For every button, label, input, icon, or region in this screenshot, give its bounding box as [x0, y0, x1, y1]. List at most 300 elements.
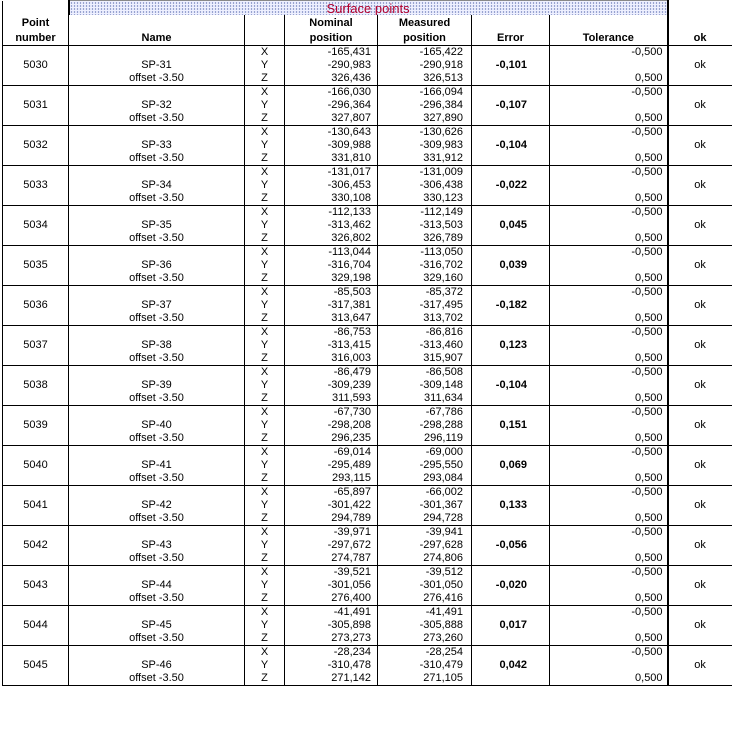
point-number-cell — [3, 366, 69, 380]
ok-cell — [668, 86, 732, 100]
nominal-position-cell: 296,235 — [285, 432, 378, 446]
name-cell: SP-44 — [141, 579, 172, 591]
table-row — [3, 619, 732, 632]
name-cell — [69, 326, 245, 340]
nominal-position-cell: -309,239 — [285, 379, 378, 392]
table-row — [3, 232, 732, 246]
header-name: Name — [69, 30, 245, 46]
table-row — [3, 526, 732, 540]
name-cell: SP-45 — [141, 619, 172, 631]
ok-cell: ok — [668, 179, 732, 192]
axis-cell: X — [245, 286, 285, 300]
tolerance-cell — [550, 259, 668, 272]
axis-cell: Z — [245, 352, 285, 366]
tolerance-cell: 0,500 — [550, 592, 668, 606]
axis-cell: X — [245, 446, 285, 460]
error-cell — [472, 112, 550, 126]
tolerance-cell: 0,500 — [550, 552, 668, 566]
nominal-position-cell: 326,436 — [285, 72, 378, 86]
tolerance-cell — [550, 299, 668, 312]
error-cell — [472, 592, 550, 606]
nominal-position-cell: 294,789 — [285, 512, 378, 526]
tolerance-cell: 0,500 — [550, 352, 668, 366]
error-cell — [472, 446, 550, 460]
measured-position-cell: 327,890 — [378, 112, 472, 126]
ok-cell: ok — [668, 619, 732, 632]
point-number-cell: 5043 — [3, 579, 69, 592]
measured-position-cell: -112,149 — [378, 206, 472, 220]
ok-cell: ok — [668, 659, 732, 672]
header-measured-line2: position — [378, 30, 472, 46]
table-row — [3, 406, 732, 420]
axis-cell: X — [245, 526, 285, 540]
table-row — [3, 206, 732, 220]
offset-cell: offset -3.50 — [69, 272, 245, 286]
offset-cell: offset -3.50 — [69, 432, 245, 446]
error-cell — [472, 646, 550, 660]
offset-cell: offset -3.50 — [69, 512, 245, 526]
error-cell — [472, 192, 550, 206]
point-number-cell — [3, 352, 69, 366]
axis-cell: X — [245, 86, 285, 100]
measured-position-cell: -69,000 — [378, 446, 472, 460]
nominal-position-cell: -67,730 — [285, 406, 378, 420]
point-number-cell — [3, 392, 69, 406]
error-cell: 0,133 — [499, 499, 527, 511]
axis-cell: Z — [245, 152, 285, 166]
measured-position-cell: -113,050 — [378, 246, 472, 260]
axis-cell: Y — [245, 59, 285, 72]
error-cell — [472, 286, 550, 300]
table-row — [3, 286, 732, 300]
measured-position-cell: -310,479 — [378, 659, 472, 672]
nominal-position-cell: -39,971 — [285, 526, 378, 540]
name-cell: SP-31 — [141, 59, 172, 71]
point-number-cell: 5040 — [3, 459, 69, 472]
measured-position-cell: 273,260 — [378, 632, 472, 646]
name-cell — [69, 86, 245, 100]
measured-position-cell: 271,105 — [378, 672, 472, 686]
axis-cell: Z — [245, 472, 285, 486]
point-number-cell: 5033 — [3, 179, 69, 192]
axis-cell: Y — [245, 459, 285, 472]
nominal-position-cell: -301,056 — [285, 579, 378, 592]
table-row — [3, 472, 732, 486]
table-row — [3, 499, 732, 512]
ok-cell: ok — [668, 579, 732, 592]
measured-position-cell: -298,288 — [378, 419, 472, 432]
name-cell — [69, 286, 245, 300]
axis-cell: Y — [245, 379, 285, 392]
measured-position-cell: 329,160 — [378, 272, 472, 286]
tolerance-cell: -0,500 — [550, 366, 668, 380]
nominal-position-cell: -41,491 — [285, 606, 378, 620]
offset-cell: offset -3.50 — [69, 72, 245, 86]
nominal-position-cell: -86,753 — [285, 326, 378, 340]
nominal-position-cell: -130,643 — [285, 126, 378, 140]
ok-cell — [668, 512, 732, 526]
error-cell — [472, 486, 550, 500]
name-cell — [69, 606, 245, 620]
ok-cell: ok — [668, 259, 732, 272]
table-row — [3, 539, 732, 552]
tolerance-cell — [550, 579, 668, 592]
error-cell — [472, 472, 550, 486]
measured-position-cell: -131,009 — [378, 166, 472, 180]
axis-cell: Y — [245, 139, 285, 152]
ok-cell — [668, 46, 732, 60]
nominal-position-cell: -305,898 — [285, 619, 378, 632]
ok-cell — [668, 246, 732, 260]
table-row — [3, 166, 732, 180]
axis-cell: Z — [245, 392, 285, 406]
name-cell: SP-46 — [141, 659, 172, 671]
table-row — [3, 72, 732, 86]
nominal-position-cell: 313,647 — [285, 312, 378, 326]
tolerance-cell — [550, 659, 668, 672]
name-cell: SP-42 — [141, 499, 172, 511]
ok-cell — [668, 632, 732, 646]
point-number-cell: 5044 — [3, 619, 69, 632]
error-cell: 0,069 — [499, 459, 527, 471]
ok-cell: ok — [668, 419, 732, 432]
table-row — [3, 379, 732, 392]
offset-cell: offset -3.50 — [69, 352, 245, 366]
table-row — [3, 312, 732, 326]
axis-cell: Y — [245, 539, 285, 552]
name-cell: SP-36 — [141, 259, 172, 271]
offset-cell: offset -3.50 — [69, 632, 245, 646]
tolerance-cell: -0,500 — [550, 606, 668, 620]
point-number-cell — [3, 646, 69, 660]
nominal-position-cell: 293,115 — [285, 472, 378, 486]
axis-cell: X — [245, 366, 285, 380]
error-cell — [472, 526, 550, 540]
ok-cell: ok — [668, 139, 732, 152]
tolerance-cell: -0,500 — [550, 246, 668, 260]
measured-position-cell: -301,050 — [378, 579, 472, 592]
tolerance-cell: 0,500 — [550, 72, 668, 86]
ok-cell: ok — [668, 99, 732, 112]
measured-position-cell: -317,495 — [378, 299, 472, 312]
ok-cell — [668, 312, 732, 326]
table-row — [3, 592, 732, 606]
error-cell — [472, 406, 550, 420]
table-row — [3, 446, 732, 460]
nominal-position-cell: 276,400 — [285, 592, 378, 606]
ok-cell: ok — [668, 299, 732, 312]
table-row — [3, 59, 732, 72]
nominal-position-cell: -295,489 — [285, 459, 378, 472]
name-cell — [69, 486, 245, 500]
point-number-cell: 5041 — [3, 499, 69, 512]
header-point-number-line1: Point — [3, 15, 69, 30]
title-spacer-left — [3, 1, 69, 16]
error-cell — [472, 432, 550, 446]
tolerance-cell: 0,500 — [550, 232, 668, 246]
table-row — [3, 179, 732, 192]
tolerance-cell: -0,500 — [550, 166, 668, 180]
tolerance-cell: -0,500 — [550, 646, 668, 660]
nominal-position-cell: -296,364 — [285, 99, 378, 112]
nominal-position-cell: -65,897 — [285, 486, 378, 500]
measured-position-cell: -290,918 — [378, 59, 472, 72]
tolerance-cell: -0,500 — [550, 326, 668, 340]
error-cell: -0,104 — [495, 139, 527, 151]
measured-position-cell: 276,416 — [378, 592, 472, 606]
ok-cell — [668, 552, 732, 566]
header-ok: ok — [668, 30, 732, 46]
measured-position-cell: -295,550 — [378, 459, 472, 472]
nominal-position-cell: -313,415 — [285, 339, 378, 352]
table-row — [3, 672, 732, 686]
table-row — [3, 299, 732, 312]
name-cell: SP-37 — [141, 299, 172, 311]
point-number-cell — [3, 592, 69, 606]
table-row — [3, 659, 732, 672]
name-cell — [69, 366, 245, 380]
nominal-position-cell: 311,593 — [285, 392, 378, 406]
point-number-cell: 5036 — [3, 299, 69, 312]
header-point-number-line2: number — [3, 30, 69, 46]
nominal-position-cell: -113,044 — [285, 246, 378, 260]
axis-cell: Z — [245, 312, 285, 326]
tolerance-cell: -0,500 — [550, 86, 668, 100]
point-number-cell — [3, 272, 69, 286]
name-cell — [69, 646, 245, 660]
ok-cell: ok — [668, 499, 732, 512]
axis-cell: Y — [245, 659, 285, 672]
point-number-cell — [3, 246, 69, 260]
table-row — [3, 112, 732, 126]
tolerance-cell: 0,500 — [550, 312, 668, 326]
axis-cell: Y — [245, 259, 285, 272]
table-row — [3, 579, 732, 592]
error-cell — [472, 392, 550, 406]
tolerance-cell: -0,500 — [550, 566, 668, 580]
point-number-cell — [3, 112, 69, 126]
measured-position-cell: -39,512 — [378, 566, 472, 580]
tolerance-cell: -0,500 — [550, 126, 668, 140]
error-cell — [472, 352, 550, 366]
error-cell: -0,107 — [495, 99, 527, 111]
name-cell — [69, 206, 245, 220]
measured-position-cell: 311,634 — [378, 392, 472, 406]
tolerance-cell — [550, 379, 668, 392]
error-cell — [472, 672, 550, 686]
header-axis — [245, 30, 285, 46]
nominal-position-cell: -297,672 — [285, 539, 378, 552]
axis-cell: Y — [245, 219, 285, 232]
error-cell — [472, 552, 550, 566]
name-cell: SP-40 — [141, 419, 172, 431]
measured-position-cell: 331,912 — [378, 152, 472, 166]
ok-cell: ok — [668, 539, 732, 552]
point-number-cell — [3, 72, 69, 86]
nominal-position-cell: -86,479 — [285, 366, 378, 380]
name-cell: SP-33 — [141, 139, 172, 151]
axis-cell: X — [245, 486, 285, 500]
tolerance-cell: -0,500 — [550, 526, 668, 540]
tolerance-cell — [550, 459, 668, 472]
offset-cell: offset -3.50 — [69, 392, 245, 406]
error-cell — [472, 152, 550, 166]
point-number-cell — [3, 406, 69, 420]
ok-cell — [668, 566, 732, 580]
table-row — [3, 86, 732, 100]
nominal-position-cell: 273,273 — [285, 632, 378, 646]
ok-cell: ok — [668, 459, 732, 472]
ok-cell — [668, 472, 732, 486]
measured-position-cell: -166,094 — [378, 86, 472, 100]
measured-position-cell: -306,438 — [378, 179, 472, 192]
ok-cell — [668, 72, 732, 86]
axis-cell: Y — [245, 619, 285, 632]
measured-position-cell: 326,513 — [378, 72, 472, 86]
ok-cell — [668, 606, 732, 620]
nominal-position-cell: -112,133 — [285, 206, 378, 220]
measured-position-cell: 274,806 — [378, 552, 472, 566]
tolerance-cell — [550, 179, 668, 192]
table-row — [3, 646, 732, 660]
ok-cell — [668, 206, 732, 220]
tolerance-cell — [550, 139, 668, 152]
axis-cell: Y — [245, 579, 285, 592]
surface-points-table — [2, 0, 732, 686]
point-number-cell: 5031 — [3, 99, 69, 112]
axis-cell: Y — [245, 339, 285, 352]
ok-cell — [668, 286, 732, 300]
table-row — [3, 219, 732, 232]
measured-position-cell: 313,702 — [378, 312, 472, 326]
measured-position-cell: 296,119 — [378, 432, 472, 446]
tolerance-cell — [550, 339, 668, 352]
measured-position-cell: -41,491 — [378, 606, 472, 620]
ok-cell — [668, 526, 732, 540]
point-number-cell — [3, 232, 69, 246]
name-cell: SP-41 — [141, 459, 172, 471]
point-number-cell — [3, 86, 69, 100]
nominal-position-cell: 326,802 — [285, 232, 378, 246]
offset-cell: offset -3.50 — [69, 472, 245, 486]
offset-cell: offset -3.50 — [69, 192, 245, 206]
tolerance-cell — [550, 219, 668, 232]
measured-position-cell: -309,148 — [378, 379, 472, 392]
ok-cell — [668, 152, 732, 166]
point-number-cell — [3, 192, 69, 206]
nominal-position-cell: -131,017 — [285, 166, 378, 180]
error-cell — [472, 166, 550, 180]
error-cell — [472, 206, 550, 220]
table-row — [3, 272, 732, 286]
name-cell — [69, 446, 245, 460]
measured-position-cell: -86,508 — [378, 366, 472, 380]
point-number-cell — [3, 526, 69, 540]
error-cell: 0,042 — [499, 659, 527, 671]
measured-position-cell: -296,384 — [378, 99, 472, 112]
axis-cell: X — [245, 566, 285, 580]
axis-cell: X — [245, 46, 285, 60]
tolerance-cell — [550, 59, 668, 72]
tolerance-cell: 0,500 — [550, 272, 668, 286]
ok-cell — [668, 592, 732, 606]
ok-cell: ok — [668, 339, 732, 352]
error-cell: -0,056 — [495, 539, 527, 551]
error-cell: -0,182 — [495, 299, 527, 311]
error-cell — [472, 632, 550, 646]
error-cell: 0,123 — [499, 339, 527, 351]
error-cell — [472, 232, 550, 246]
axis-cell: Z — [245, 272, 285, 286]
measured-position-cell: -297,628 — [378, 539, 472, 552]
tolerance-cell — [550, 619, 668, 632]
error-cell: -0,104 — [495, 379, 527, 391]
header-tolerance: Tolerance — [550, 30, 668, 46]
axis-cell: X — [245, 246, 285, 260]
measured-position-cell: 315,907 — [378, 352, 472, 366]
table-row — [3, 139, 732, 152]
point-number-cell — [3, 286, 69, 300]
ok-cell — [668, 126, 732, 140]
error-cell — [472, 46, 550, 60]
measured-position-cell: 294,728 — [378, 512, 472, 526]
ok-cell — [668, 446, 732, 460]
ok-cell — [668, 232, 732, 246]
measured-position-cell: -66,002 — [378, 486, 472, 500]
axis-cell: Y — [245, 499, 285, 512]
nominal-position-cell: 316,003 — [285, 352, 378, 366]
name-cell — [69, 526, 245, 540]
nominal-position-cell: -165,431 — [285, 46, 378, 60]
axis-cell: Y — [245, 299, 285, 312]
name-cell: SP-38 — [141, 339, 172, 351]
name-cell: SP-34 — [141, 179, 172, 191]
ok-cell — [668, 486, 732, 500]
nominal-position-cell: -298,208 — [285, 419, 378, 432]
ok-cell — [668, 672, 732, 686]
header-axis-spacer — [245, 15, 285, 30]
nominal-position-cell: -28,234 — [285, 646, 378, 660]
table-row — [3, 459, 732, 472]
point-number-cell — [3, 606, 69, 620]
table-row — [3, 46, 732, 60]
error-cell: -0,101 — [495, 59, 527, 71]
offset-cell: offset -3.50 — [69, 552, 245, 566]
offset-cell: offset -3.50 — [69, 112, 245, 126]
ok-cell: ok — [668, 219, 732, 232]
header-nominal-line1: Nominal — [285, 15, 378, 30]
axis-cell: Y — [245, 419, 285, 432]
point-number-cell — [3, 206, 69, 220]
point-number-cell — [3, 432, 69, 446]
axis-cell: Z — [245, 512, 285, 526]
nominal-position-cell: -313,462 — [285, 219, 378, 232]
name-cell — [69, 406, 245, 420]
offset-cell: offset -3.50 — [69, 592, 245, 606]
tolerance-cell: 0,500 — [550, 152, 668, 166]
measured-position-cell: -86,816 — [378, 326, 472, 340]
nominal-position-cell: -290,983 — [285, 59, 378, 72]
axis-cell: Z — [245, 72, 285, 86]
tolerance-cell: 0,500 — [550, 672, 668, 686]
header-tolerance-spacer — [550, 15, 668, 30]
name-cell: SP-39 — [141, 379, 172, 391]
axis-cell: Y — [245, 99, 285, 112]
error-cell — [472, 512, 550, 526]
measured-position-cell: -309,983 — [378, 139, 472, 152]
axis-cell: X — [245, 406, 285, 420]
offset-cell: offset -3.50 — [69, 152, 245, 166]
